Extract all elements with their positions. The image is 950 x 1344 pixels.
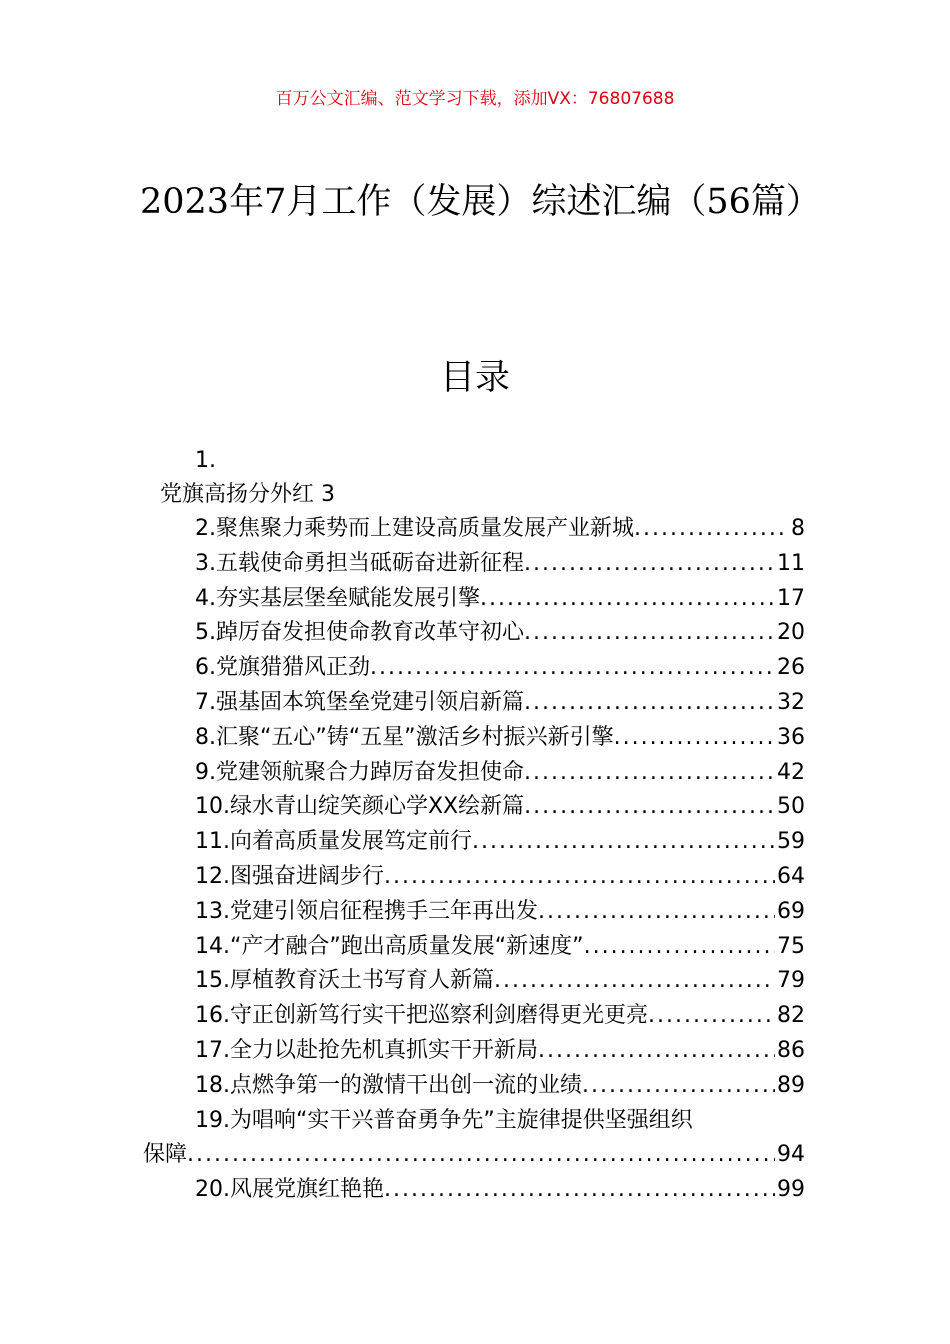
toc-entry-title: 15.厚植教育沃土书写育人新篇 bbox=[195, 968, 494, 994]
toc-leader-dots bbox=[384, 1173, 775, 1208]
toc-entry-page: 89 bbox=[777, 1072, 805, 1098]
table-of-contents bbox=[143, 444, 805, 1208]
toc-entry-title: 12.图强奋进阔步行 bbox=[195, 863, 384, 889]
toc-leader-dots bbox=[648, 999, 775, 1034]
toc-entry-page: 69 bbox=[777, 898, 805, 924]
toc-entry-page: 11 bbox=[777, 550, 805, 576]
toc-entry-last bbox=[143, 1173, 805, 1208]
toc-entry bbox=[143, 547, 805, 582]
toc-entry bbox=[143, 582, 805, 617]
toc-leader-dots bbox=[538, 895, 775, 930]
toc-entry-page: 59 bbox=[777, 829, 805, 855]
toc-entry-1-number: 1. bbox=[195, 448, 216, 473]
toc-entry-title: 7.强基固本筑堡垒党建引领启新篇 bbox=[195, 689, 524, 715]
toc-entry-page: 36 bbox=[777, 724, 805, 750]
toc-entry bbox=[143, 895, 805, 930]
toc-entry bbox=[143, 721, 805, 756]
toc-entry-1-text: 党旗高扬分外红 3 bbox=[160, 482, 335, 507]
toc-leader-dots bbox=[187, 1138, 775, 1173]
toc-entry bbox=[143, 825, 805, 860]
toc-entry-title: 11.向着高质量发展笃定前行 bbox=[195, 829, 472, 855]
toc-entry bbox=[143, 999, 805, 1034]
toc-leader-dots bbox=[614, 721, 775, 756]
toc-entry bbox=[143, 512, 805, 547]
toc-entry-title: 18.点燃争第一的激情干出创一流的业绩 bbox=[195, 1072, 582, 1098]
toc-entry-page: 50 bbox=[777, 794, 805, 820]
toc-entry-title: 16.守正创新笃行实干把巡察利剑磨得更光更亮 bbox=[195, 1003, 648, 1029]
toc-entry-page: 99 bbox=[777, 1177, 805, 1203]
document-title: 2023年7月工作（发展）综述汇编（56篇） bbox=[140, 182, 821, 222]
toc-entry-title: 8.汇聚“五心”铸“五星”激活乡村振兴新引擎 bbox=[195, 724, 614, 750]
toc-entry-page: 94 bbox=[777, 1142, 805, 1168]
toc-entry-page: 64 bbox=[777, 863, 805, 889]
toc-entry-page: 26 bbox=[777, 655, 805, 681]
toc-entry bbox=[143, 964, 805, 999]
watermark-banner: 百万公文汇编、范文学习下载，添加VX：76807688 bbox=[275, 89, 675, 109]
toc-leader-dots bbox=[634, 512, 789, 547]
toc-entry-page: 79 bbox=[777, 968, 805, 994]
toc-entry-wrapped-line1: 19.为唱响“实干兴普奋勇争先”主旋律提供坚强组织 bbox=[195, 1107, 693, 1133]
toc-entry bbox=[143, 1069, 805, 1104]
toc-entry-title: 10.绿水青山绽笑颜心学XX绘新篇 bbox=[195, 794, 525, 820]
toc-leader-dots bbox=[472, 825, 775, 860]
toc-entry-title: 6.党旗猎猎风正劲 bbox=[195, 655, 370, 681]
toc-entry-title: 2.聚焦聚力乘势而上建设高质量发展产业新城 bbox=[195, 516, 634, 541]
toc-leader-dots bbox=[384, 860, 775, 895]
toc-leader-dots bbox=[582, 1069, 775, 1104]
toc-entry-page: 75 bbox=[777, 933, 805, 959]
toc-leader-dots bbox=[524, 547, 775, 582]
toc-entry-page: 20 bbox=[777, 620, 805, 646]
toc-entry bbox=[143, 616, 805, 651]
toc-entry-title: 4.夯实基层堡垒赋能发展引擎 bbox=[195, 585, 480, 611]
toc-leader-dots bbox=[524, 756, 775, 791]
toc-leader-dots bbox=[494, 964, 775, 999]
toc-entry-page: 32 bbox=[777, 689, 805, 715]
toc-leader-dots bbox=[538, 1034, 775, 1069]
toc-entry-title: 17.全力以赴抢先机真抓实干开新局 bbox=[195, 1037, 538, 1063]
toc-entry-wrapped-text: 保障 bbox=[143, 1142, 188, 1168]
toc-entry-page: 17 bbox=[777, 585, 805, 611]
toc-entry bbox=[143, 651, 805, 686]
toc-entry-page: 82 bbox=[777, 1003, 805, 1029]
toc-leader-dots bbox=[480, 582, 775, 617]
toc-leader-dots bbox=[370, 651, 775, 686]
toc-entry-title: 14.“产才融合”跑出高质量发展“新速度” bbox=[195, 933, 584, 959]
toc-entry-title: 3.五载使命勇担当砥砺奋进新征程 bbox=[195, 550, 524, 576]
toc-entry bbox=[143, 930, 805, 965]
toc-entry bbox=[143, 1034, 805, 1069]
toc-leader-dots bbox=[524, 616, 775, 651]
toc-entry-page: 8 bbox=[791, 516, 805, 541]
toc-entry bbox=[143, 686, 805, 721]
toc-entry-page: 86 bbox=[777, 1037, 805, 1063]
toc-heading: 目录 bbox=[439, 358, 510, 398]
toc-entry-title: 5.踔厉奋发担使命教育改革守初心 bbox=[195, 620, 524, 646]
toc-entry-title: 9.党建领航聚合力踔厉奋发担使命 bbox=[195, 759, 524, 785]
toc-entry-page: 42 bbox=[777, 759, 805, 785]
toc-entry bbox=[143, 756, 805, 791]
toc-entry-title: 20.风展党旗红艳艳 bbox=[195, 1177, 384, 1203]
toc-entry-title: 13.党建引领启征程携手三年再出发 bbox=[195, 898, 538, 924]
toc-leader-dots bbox=[584, 930, 775, 965]
toc-leader-dots bbox=[524, 686, 775, 721]
toc-leader-dots bbox=[524, 790, 775, 825]
toc-entry-wrapped-line2 bbox=[143, 1138, 805, 1173]
toc-entry bbox=[143, 860, 805, 895]
toc-entry bbox=[143, 790, 805, 825]
